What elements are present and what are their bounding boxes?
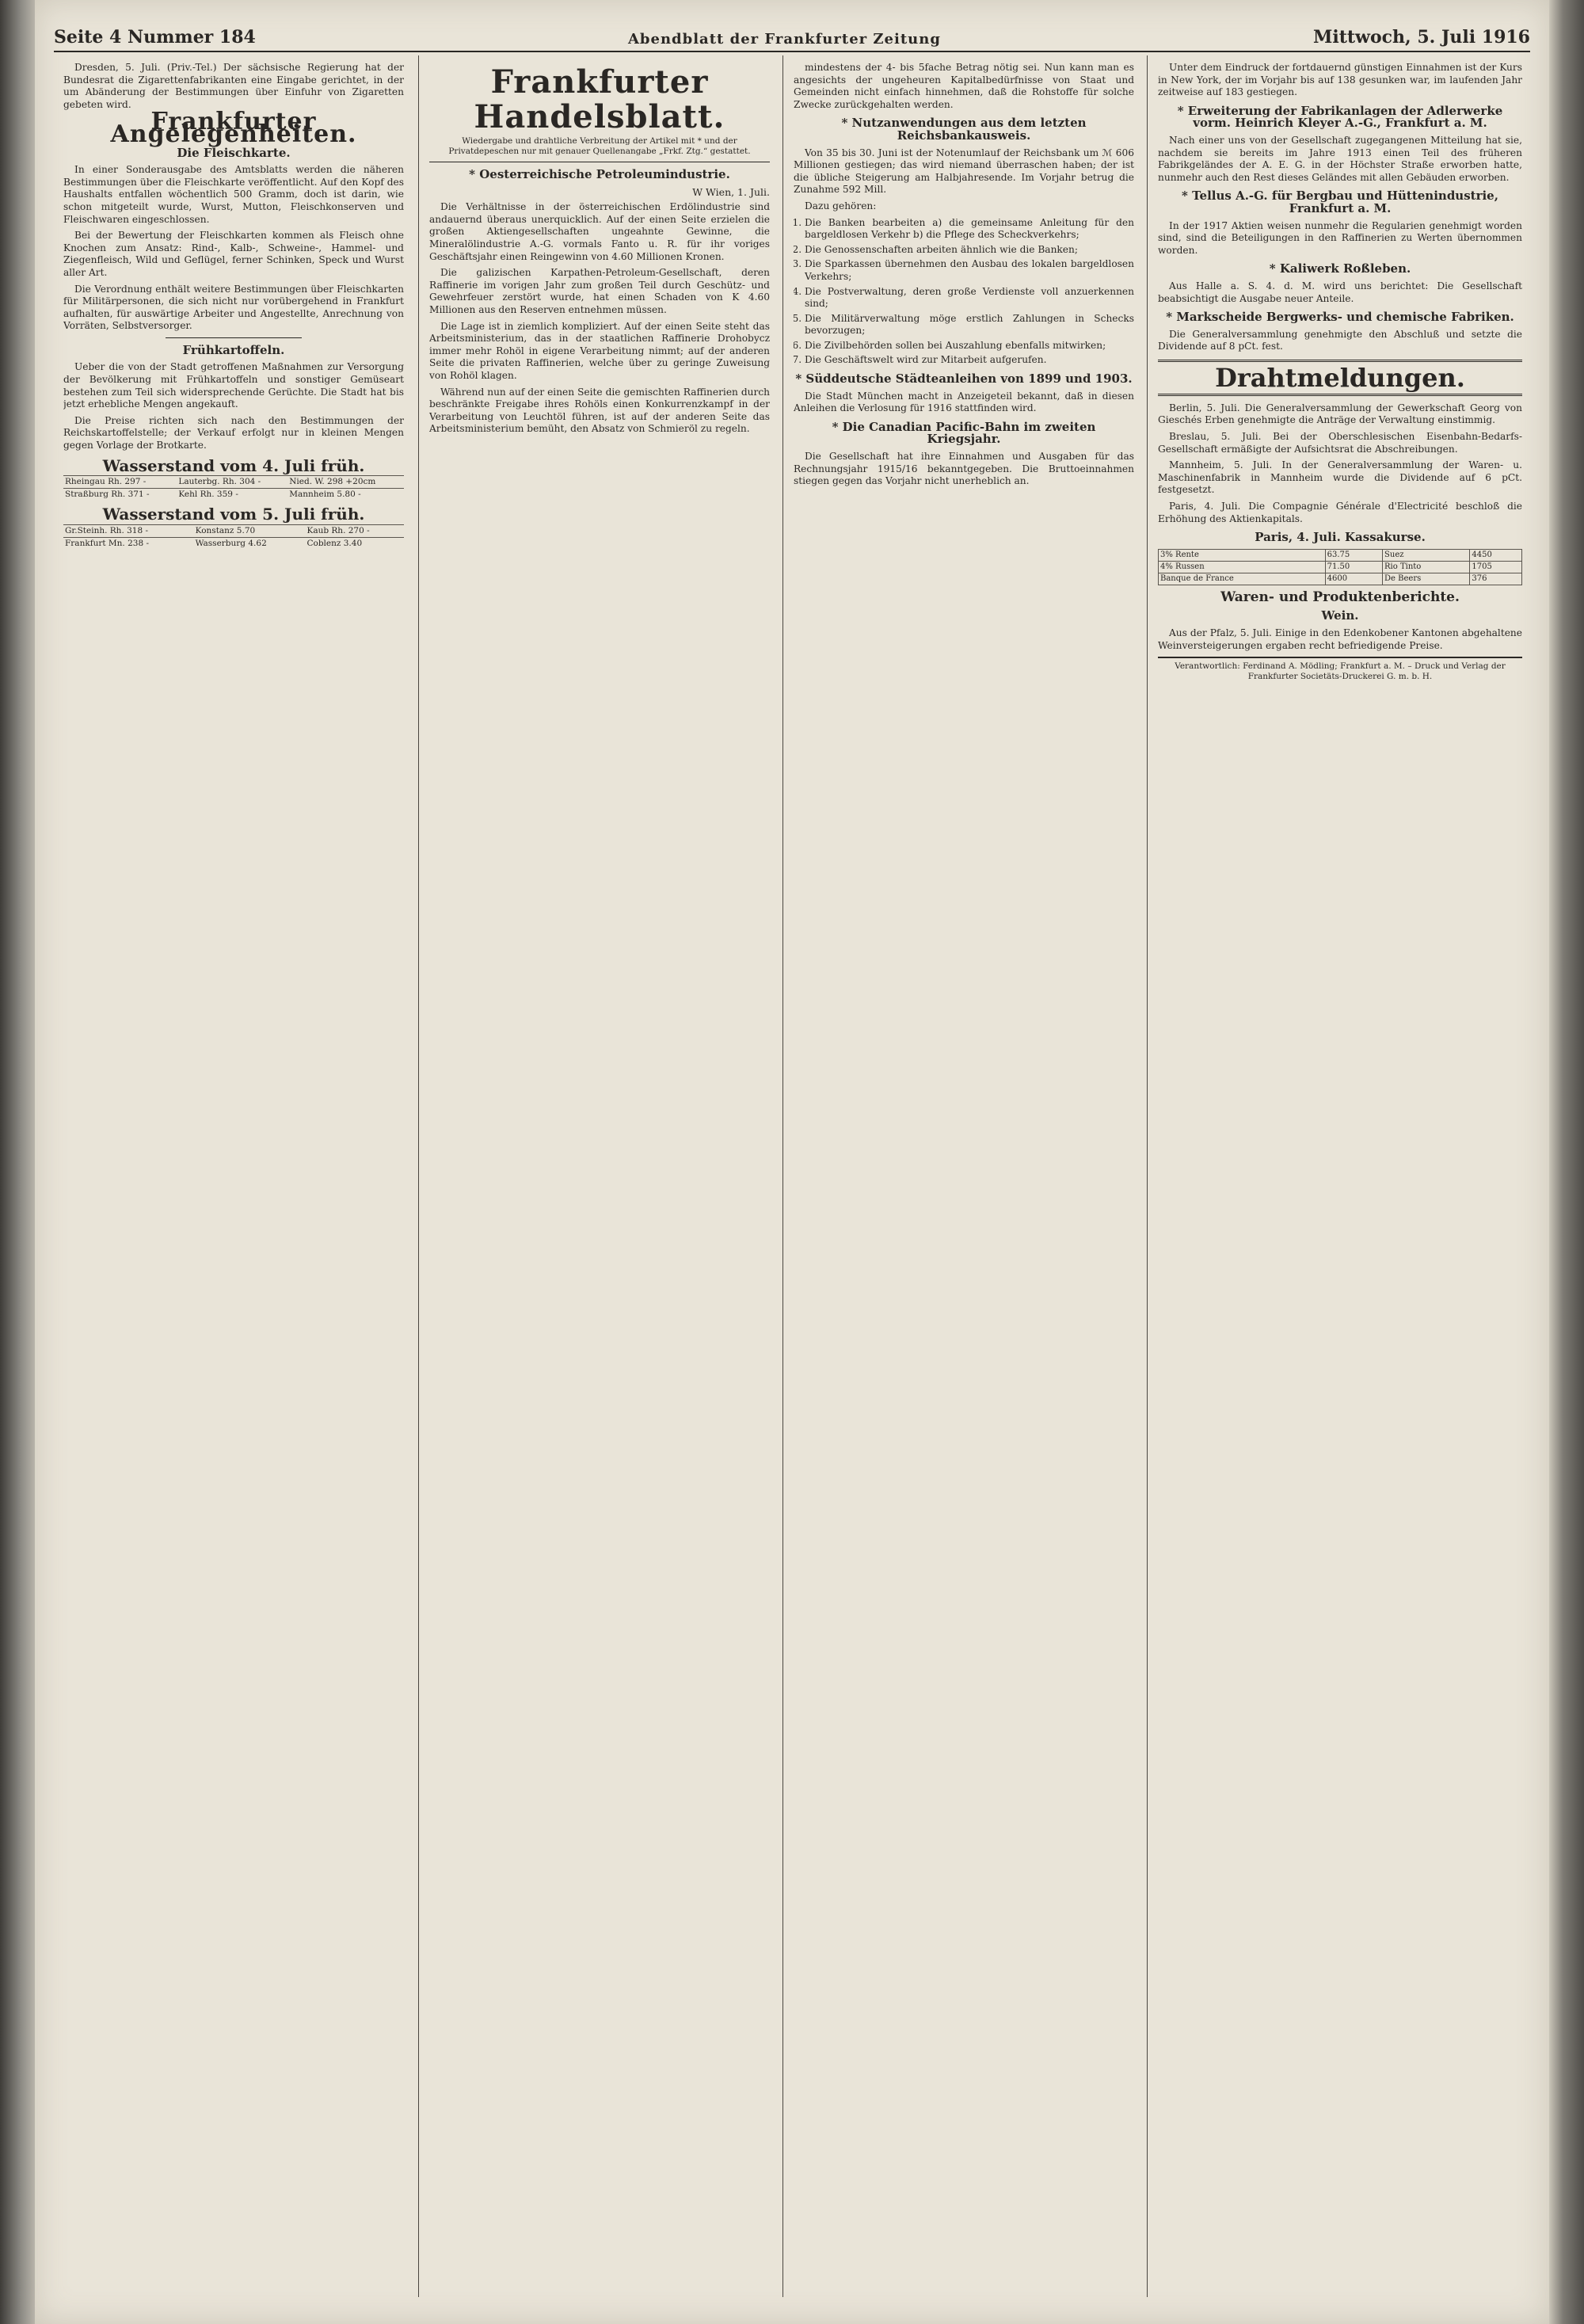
list-item: 4. Die Postverwaltung, deren große Verdienste voll anzuerkennen sind; — [805, 286, 1134, 311]
dateline: W Wien, 1. Juli. — [692, 185, 770, 198]
water-level-title: Wasserstand vom 5. Juli früh. — [102, 505, 365, 524]
article-paragraph: Die Stadt München macht in Anzeigeteil bekannt, daß in diesen Anleihen die Verlosung für 1916 stattfinden wird. — [794, 390, 1134, 414]
table-cell: Mannheim 5.80 - — [287, 489, 404, 501]
article-paragraph: In einer Sonderausgabe des Amtsblatts werden die näheren Bestimmungen über die Fleischkarte veröffentlicht. Auf den Kopf des Haushalts entfallen wöchentlich 500 Gramm, doch ist darin, wie schon mitgeteilt wurde, Wurst, Mutton, Fleischkonserven und Fleischwaren eingeschlossen. — [63, 164, 404, 225]
section-header-warenberichte: Waren- und Produktenberichte. — [1220, 589, 1460, 605]
article-paragraph: Von 35 bis 30. Juni ist der Notenumlauf der Reichsbank um ℳ 606 Millionen gestiegen; das wird niemand überraschen haben; der ist die übliche Steigerung am Halbjahresende. Im Vorjahr betrug die Zunahme 592 Mill. — [794, 147, 1134, 196]
table-cell: 1705 — [1470, 561, 1522, 573]
table-cell: Rio Tinto — [1383, 561, 1470, 573]
article-paragraph: In der 1917 Aktien weisen nunmehr die Regularien genehmigt worden sind, sind die Beteiligungen in den Raffinerien zu Werten übernommen worden. — [1158, 219, 1522, 256]
table-cell: 376 — [1470, 573, 1522, 585]
article-paragraph: Bei der Bewertung der Fleischkarten kommen als Fleisch ohne Knochen zum Ansatz: Rind-, Kalb-, Schweine-, Hammel- und Ziegenfleisch, Wild und Geflügel, ferner Schinken, Speck und Wurst aller Art. — [63, 230, 404, 278]
table-row — [1159, 573, 1522, 585]
wire-report: Mannheim, 5. Juli. In der Generalversammlung der Waren- u. Maschinenfabrik in Mannheim wurde die Dividende auf 6 pCt. festgesetzt. — [1158, 459, 1522, 496]
table-cell: Kehl Rh. 359 - — [177, 489, 287, 501]
masthead-rule — [54, 51, 1530, 52]
wire-report: Paris, 4. Juli. Die Compagnie Générale d'Electricité beschloß die Erhöhung des Aktienkapitals. — [1158, 501, 1522, 524]
market-table-title: Paris, 4. Juli. Kassakurse. — [1255, 530, 1426, 545]
article-paragraph: Ueber die von der Stadt getroffenen Maßnahmen zur Versorgung der Bevölkerung mit Frühkartoffeln und sonstiger Gemüseart bestehen zum Teil sich widersprechende Gerüchte. Die Stadt hat bis jetzt erhebliche Mengen angekauft. — [63, 361, 404, 410]
list-item: 2. Die Genossenschaften arbeiten ähnlich wie die Banken; — [805, 244, 1134, 257]
newspaper-page — [35, 0, 1549, 2324]
table-cell: 4% Russen — [1159, 561, 1326, 573]
table-cell: Suez — [1383, 549, 1470, 561]
section-header-local: Frankfurter Angelegenheiten. — [110, 108, 357, 148]
masthead — [54, 16, 1530, 48]
article-title-canadian-pacific: * Die Canadian Pacific-Bahn im zweiten Kriegsjahr. — [832, 419, 1096, 447]
book-binding-right — [1549, 0, 1584, 2324]
table-cell: 63.75 — [1325, 549, 1382, 561]
table-row — [63, 476, 404, 489]
reproduction-note: Wiedergabe und drahtliche Verbreitung der Artikel mit * und der Privatdepeschen nur mit genauer Quellenangabe „Frkf. Ztg.“ gestattet. — [448, 136, 751, 156]
table-cell: Coblenz 3.40 — [305, 537, 404, 550]
table-cell: Gr.Steinh. Rh. 318 - — [63, 524, 194, 537]
article-title-tellus: * Tellus A.-G. für Bergbau und Hüttenindustrie, Frankfurt a. M. — [1182, 189, 1498, 215]
column-handelsblatt — [429, 62, 770, 2303]
newspaper-title: Abendblatt der Frankfurter Zeitung — [627, 31, 941, 48]
article-paragraph: Die Generalversammlung genehmigte den Abschluß und setzte die Dividende auf 8 pCt. fest. — [1158, 328, 1522, 352]
table-cell: 3% Rente — [1159, 549, 1326, 561]
article-paragraph: Die Verordnung enthält weitere Bestimmungen über Fleischkarten für Militärpersonen, die sich nicht nur vorübergehend in Frankfurt aufhalten, für auswärtige Arbeiter und Angestellte, Anrechnung von Vorräten, Selbstversorger. — [63, 283, 404, 332]
article-paragraph: Die Preise richten sich nach den Bestimmungen der Reichskartoffelstelle; der Verkauf erfolgt nur in kleinen Mengen gegen Vorlage der Brotkarte. — [63, 414, 404, 451]
section-header-handelsblatt: Frankfurter Handelsblatt. — [474, 63, 725, 135]
divider — [166, 337, 302, 338]
water-level-table — [63, 475, 404, 501]
list-item: 7. Die Geschäftswelt wird zur Mitarbeit aufgerufen. — [805, 354, 1134, 367]
article-paragraph: Aus Halle a. S. 4. d. M. wird uns berichtet: Die Gesellschaft beabsichtigt die Ausgabe neuer Anteile. — [1158, 280, 1522, 304]
list-item: 1. Die Banken bearbeiten a) die gemeinsame Anleitung für den bargeldlosen Verkehr b) die Pflege des Scheckverkehrs; — [805, 217, 1134, 242]
table-row — [63, 524, 404, 537]
article-paragraph: Die Verhältnisse in der österreichischen Erdölindustrie sind andauernd überaus unerquicklich. Auf der einen Seite erzielen die großen Aktiengesellschaften ungeahnte Gewinne, die Mineralölindustrie A.-G. vormals Fanto u. R. für ihr voriges Geschäftsjahr einen Reingewinn von 4.60 Millionen Kronen. — [429, 201, 770, 262]
table-cell: De Beers — [1383, 573, 1470, 585]
section-header-drahtmeldungen: Drahtmeldungen. — [1158, 360, 1522, 396]
column-local-news — [63, 62, 404, 2303]
list-intro: Dazu gehören: — [805, 200, 877, 211]
article-paragraph: Die Lage ist in ziemlich kompliziert. Auf der einen Seite steht das Arbeitsministerium, das in der staatlichen Raffinerie Drohobycz immer mehr Rohöl in eigene Verarbeitung nimmt; auf der anderen Seite die privaten Raffinerien, welche über zu geringe Zuweisung von Rohöl klagen. — [429, 320, 770, 381]
market-table — [1158, 549, 1522, 585]
table-cell: Wasserburg 4.62 — [194, 537, 306, 550]
table-cell: Konstanz 5.70 — [194, 524, 306, 537]
imprint: Verantwortlich: Ferdinand A. Mödling; Frankfurt a. M. – Druck und Verlag der Frankfurter Societäts-Druckerei G. m. b. H. — [1158, 657, 1522, 682]
article-title-fleischkarte: Die Fleischkarte. — [177, 145, 291, 160]
issue-date: Mittwoch, 5. Juli 1916 — [1313, 27, 1530, 48]
article-paragraph: Aus der Pfalz, 5. Juli. Einige in den Edenkobener Kantonen abgehaltene Weinversteigerungen ergaben recht befriedigende Preise. — [1158, 627, 1522, 651]
water-level-title: Wasserstand vom 4. Juli früh. — [102, 455, 365, 475]
article-paragraph: Die Gesellschaft hat ihre Einnahmen und Ausgaben für das Rechnungsjahr 1915/16 bekanntgegeben. Die Bruttoeinnahmen stiegen gegen das Vorjahr nicht unerheblich an. — [794, 451, 1134, 487]
list-item: 6. Die Zivilbehörden sollen bei Auszahlung ebenfalls mitwirken; — [805, 340, 1134, 352]
article-title-reichsbank: * Nutzanwendungen aus dem letzten Reichsbankausweis. — [841, 116, 1087, 143]
article-paragraph: Die galizischen Karpathen-Petroleum-Gesellschaft, deren Raffinerie im vorigen Jahr zum großen Teil durch Geschütz- und Gewehrfeuer zerstört wurde, hat einen Schaden von K 4.60 Millionen aus den Reserven entnehmen müssen. — [429, 267, 770, 315]
article-title-staedteanleihen: * Süddeutsche Städteanleihen von 1899 und 1903. — [795, 371, 1133, 387]
table-cell: Kaub Rh. 270 - — [305, 524, 404, 537]
wire-report: Breslau, 5. Juli. Bei der Oberschlesischen Eisenbahn-Bedarfs-Gesellschaft ermäßigte der Aufsichtsrat die Abschreibungen. — [1158, 431, 1522, 455]
table-cell: 71.50 — [1325, 561, 1382, 573]
lead-paragraph: Dresden, 5. Juli. (Priv.-Tel.) Der sächsische Regierung hat der Bundesrat die Zigarettenfabrikanten eine Eingabe gerichtet, in der um Abänderung der Bestimmungen über Einfuhr von Zigaretten gebeten wird. — [63, 62, 404, 110]
article-title-markscheide: * Markscheide Bergwerks- und chemische Fabriken. — [1166, 310, 1514, 325]
table-cell: 4450 — [1470, 549, 1522, 561]
book-binding-left — [0, 0, 35, 2324]
table-cell: Nied. W. 298 +20cm — [287, 476, 404, 489]
column-divider — [782, 55, 783, 2297]
table-cell: 4600 — [1325, 573, 1382, 585]
article-title-fruehkartoffeln: Frühkartoffeln. — [182, 342, 285, 357]
article-paragraph: Nach einer uns von der Gesellschaft zugegangenen Mitteilung hat sie, nachdem sie bereits im Jahre 1913 einen Teil des früheren Fabrikgeländes der A. E. G. in der Höchster Straße erworben hatte, nunmehr auch den Rest dieses Geländes mit allen Gebäuden erworben. — [1158, 134, 1522, 183]
list-item: 5. Die Militärverwaltung möge erstlich Zahlungen in Schecks bevorzugen; — [805, 313, 1134, 337]
table-cell: Banque de France — [1159, 573, 1326, 585]
table-row — [63, 537, 404, 550]
table-row — [63, 489, 404, 501]
wire-report: Berlin, 5. Juli. Die Generalversammlung der Gewerkschaft Georg von Gieschés Erben genehmigte die Anträge der Verwaltung einstimmig. — [1158, 402, 1522, 426]
numbered-list — [805, 217, 1134, 368]
article-title-adlerwerke: * Erweiterung der Fabrikanlagen der Adlerwerke vorm. Heinrich Kleyer A.-G., Frankfurt a. M. — [1177, 103, 1503, 131]
table-cell: Straßburg Rh. 371 - — [63, 489, 177, 501]
list-item: 3. Die Sparkassen übernehmen den Ausbau des lokalen bargeldlosen Verkehrs; — [805, 258, 1134, 283]
article-paragraph: Unter dem Eindruck der fortdauernd günstigen Einnahmen ist der Kurs in New York, der im Vorjahr bis auf 138 gesunken war, im laufenden Jahr zeitweise auf 183 gestiegen. — [1158, 62, 1522, 98]
page-number: Seite 4 Nummer 184 — [54, 27, 256, 48]
table-cell: Rheingau Rh. 297 - — [63, 476, 177, 489]
table-cell: Frankfurt Mn. 238 - — [63, 537, 194, 550]
table-row — [1159, 561, 1522, 573]
article-paragraph: mindestens der 4- bis 5fache Betrag nötig sei. Nun kann man es angesichts der ungeheuren Kapitalbedürfnisse von Staat und Gemeinden nicht einfach hinnehmen, daß die Rohstoffe für solche Zwecke zurückgehalten werden. — [794, 62, 1134, 110]
table-row — [1159, 549, 1522, 561]
article-paragraph: Während nun auf der einen Seite die gemischten Raffinerien durch beschränkte Freigabe ihres Rohöls einen Konkurrenzkampf in der Verarbeitung von Leuchtöl führen, ist auf der anderen Seite das Arbeitsministerium bemüht, den Absatz von Schmieröl zu regeln. — [429, 386, 770, 435]
article-title-wein: Wein. — [1321, 608, 1359, 623]
column-companies — [1158, 62, 1522, 2303]
column-business — [794, 62, 1134, 2303]
column-divider — [1147, 55, 1148, 2297]
article-title-kaliwerk: * Kaliwerk Roßleben. — [1269, 261, 1411, 276]
water-level-table — [63, 524, 404, 550]
article-title-petroleum: * Oesterreichische Petroleumindustrie. — [469, 167, 730, 181]
table-cell: Lauterbg. Rh. 304 - — [177, 476, 287, 489]
column-divider — [418, 55, 419, 2297]
